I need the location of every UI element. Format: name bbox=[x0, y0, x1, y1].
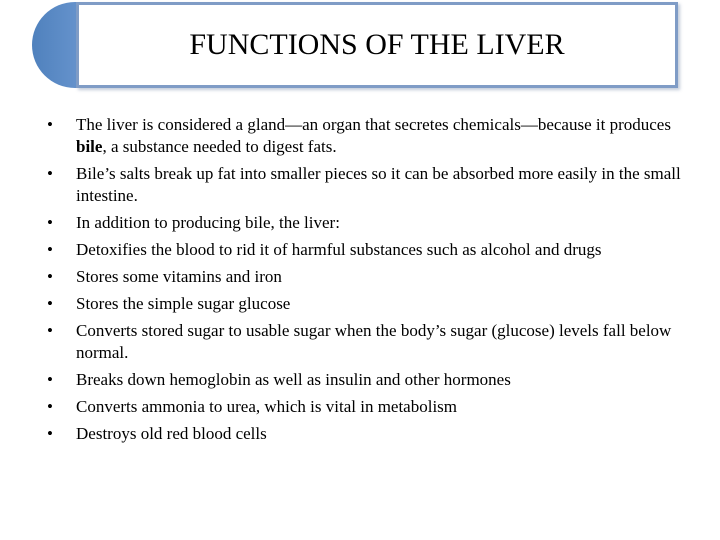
bullet-icon: • bbox=[47, 115, 53, 134]
bullet-icon: • bbox=[47, 240, 53, 259]
bullet-text: Detoxifies the blood to rid it of harmful substances such as alcohol and drugs bbox=[76, 240, 602, 259]
slide-title: FUNCTIONS OF THE LIVER bbox=[189, 28, 565, 61]
bullet-item-6 bbox=[47, 293, 697, 315]
bullet-icon: • bbox=[47, 267, 53, 286]
bullet-text: Destroys old red blood cells bbox=[76, 424, 267, 443]
bullet-text: Breaks down hemoglobin as well as insulin and other hormones bbox=[76, 370, 511, 389]
bullet-text-part: The liver is considered a gland—an organ that secretes chemicals—because it produces bbox=[76, 115, 671, 134]
bullet-text: Bile’s salts break up fat into smaller pieces so it can be absorbed more easily in the small intestine. bbox=[76, 164, 681, 205]
bullet-icon: • bbox=[47, 424, 53, 443]
bullet-text: Stores some vitamins and iron bbox=[76, 267, 282, 286]
bullet-item-4 bbox=[47, 239, 697, 261]
bullet-text: Stores the simple sugar glucose bbox=[76, 294, 291, 313]
bullet-text: Converts ammonia to urea, which is vital in metabolism bbox=[76, 397, 458, 416]
bullet-list bbox=[47, 114, 697, 450]
bullet-icon: • bbox=[47, 397, 53, 416]
bullet-item-10 bbox=[47, 423, 697, 445]
bullet-icon: • bbox=[47, 370, 53, 389]
bullet-icon: • bbox=[47, 164, 53, 183]
bullet-icon: • bbox=[47, 213, 53, 232]
bullet-item-3 bbox=[47, 212, 697, 234]
bullet-item-1 bbox=[47, 114, 697, 158]
bullet-icon: • bbox=[47, 321, 53, 340]
bullet-text bbox=[76, 115, 671, 156]
bullet-item-2 bbox=[47, 163, 697, 207]
bullet-item-9 bbox=[47, 396, 697, 418]
bullet-item-5 bbox=[47, 266, 697, 288]
bullet-bold-word: bile bbox=[76, 137, 103, 156]
bullet-item-7 bbox=[47, 320, 697, 364]
bullet-item-8 bbox=[47, 369, 697, 391]
title-box bbox=[76, 2, 678, 88]
bullet-text: In addition to producing bile, the liver: bbox=[76, 213, 340, 232]
bullet-text: Converts stored sugar to usable sugar when the body’s sugar (glucose) levels fall below normal. bbox=[76, 321, 672, 362]
bullet-icon: • bbox=[47, 294, 53, 313]
bullet-text-part: , a substance needed to digest fats. bbox=[102, 137, 337, 156]
